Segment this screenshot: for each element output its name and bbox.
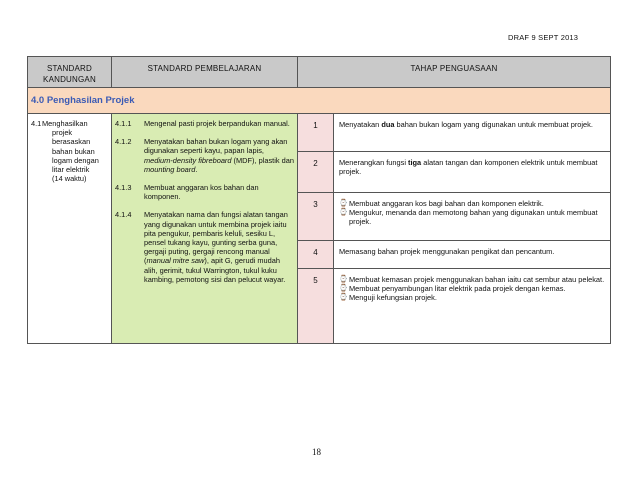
sk-line: logam dengan	[52, 155, 99, 165]
sp-number: 4.1.3	[115, 183, 132, 193]
clock-bullet-icon: ⌚	[339, 276, 348, 283]
sp-item	[115, 137, 294, 174]
draft-label: DRAF 9 SEPT 2013	[508, 33, 579, 42]
sk-line: projek	[52, 128, 73, 138]
level-description: Menyatakan dua bahan bukan logam yang digunakan untuk membuat projek.	[334, 114, 611, 152]
curriculum-table	[27, 56, 611, 344]
level-number: 4	[298, 241, 334, 269]
header-standard-kandungan	[28, 57, 112, 88]
level-number: 2	[298, 152, 334, 193]
header-row	[28, 57, 611, 88]
sk-line: Menghasilkan	[42, 119, 88, 128]
header-sk-line1: STANDARD	[46, 64, 92, 73]
sk-line: (14 waktu)	[52, 174, 87, 184]
sp-item	[115, 119, 294, 128]
level-description	[334, 193, 611, 241]
page-number: 18	[312, 447, 321, 457]
section-title: 4.0 Penghasilan Projek	[28, 88, 611, 114]
sp-number: 4.1.1	[115, 119, 132, 128]
level-number: 1	[298, 114, 334, 152]
sk-number: 4.1	[31, 119, 42, 128]
sp-text: Mengenal pasti projek berpandukan manual.	[144, 119, 290, 128]
sp-number: 4.1.4	[115, 210, 132, 220]
sp-item	[115, 210, 294, 284]
sp-text: Membuat anggaran kos bahan dan komponen.	[144, 183, 259, 202]
sp-text: Menyatakan bahan bukan logam yang akan digunakan seperti kayu, papan lapis, medium-density fibreboard (MDF), plastik dan mounting board.	[144, 137, 294, 174]
standard-kandungan-cell	[28, 114, 112, 344]
header-tahap-penguasaan: TAHAP PENGUASAAN	[298, 57, 611, 88]
sk-line: litar elektrik	[52, 165, 90, 175]
level-number: 3	[298, 193, 334, 241]
bullet-item: ⌚ Membuat penyambungan litar elektrik pada projek dengan kemas.	[339, 284, 566, 294]
sk-line: berasaskan	[52, 137, 91, 147]
section-row	[28, 88, 611, 114]
level-description: Memasang bahan projek menggunakan pengikat dan pencantum.	[334, 241, 611, 269]
bullet-item: ⌚ Mengukur, menanda dan memotong bahan yang digunakan untuk membuat projek.	[339, 208, 598, 227]
standard-pembelajaran-cell	[112, 114, 298, 344]
sk-line: bahan bukan	[52, 146, 95, 156]
bullet-item: ⌚ Membuat anggaran kos bagi bahan dan komponen elektrik.	[339, 199, 544, 208]
sp-text: Menyatakan nama dan fungsi alatan tangan yang digunakan untuk membina projek iaitu pita pengukur, pembaris keluli, sesiku L, pensel tukang kayu, gunting serba guna, gergaji puting, gergaji rencong manual (manual mitre saw), apit G, gerudi mudah alih, gerimit, tukul Warrington, tukul kuku kambing, pemotong sisi dan pelucut wayar.	[144, 210, 288, 284]
level-number: 5	[298, 269, 334, 344]
clock-bullet-icon: ⌚	[339, 200, 348, 207]
bullet-item: ⌚ Membuat kemasan projek menggunakan bahan iaitu cat sembur atau pelekat.	[339, 275, 605, 284]
header-standard-pembelajaran: STANDARD PEMBELAJARAN	[112, 57, 298, 88]
bullet-item: ⌚ Menguji kefungsian projek.	[339, 293, 437, 303]
clock-bullet-icon: ⌚	[339, 285, 348, 293]
header-sk-line2: KANDUNGAN	[43, 75, 96, 84]
clock-bullet-icon: ⌚	[339, 294, 348, 302]
level-row-1	[28, 114, 611, 152]
level-description: Menerangkan fungsi tiga alatan tangan dan komponen elektrik untuk membuat projek.	[334, 152, 611, 193]
sp-item	[115, 183, 294, 201]
sp-number: 4.1.2	[115, 137, 132, 147]
level-description	[334, 269, 611, 344]
clock-bullet-icon: ⌚	[339, 209, 348, 217]
